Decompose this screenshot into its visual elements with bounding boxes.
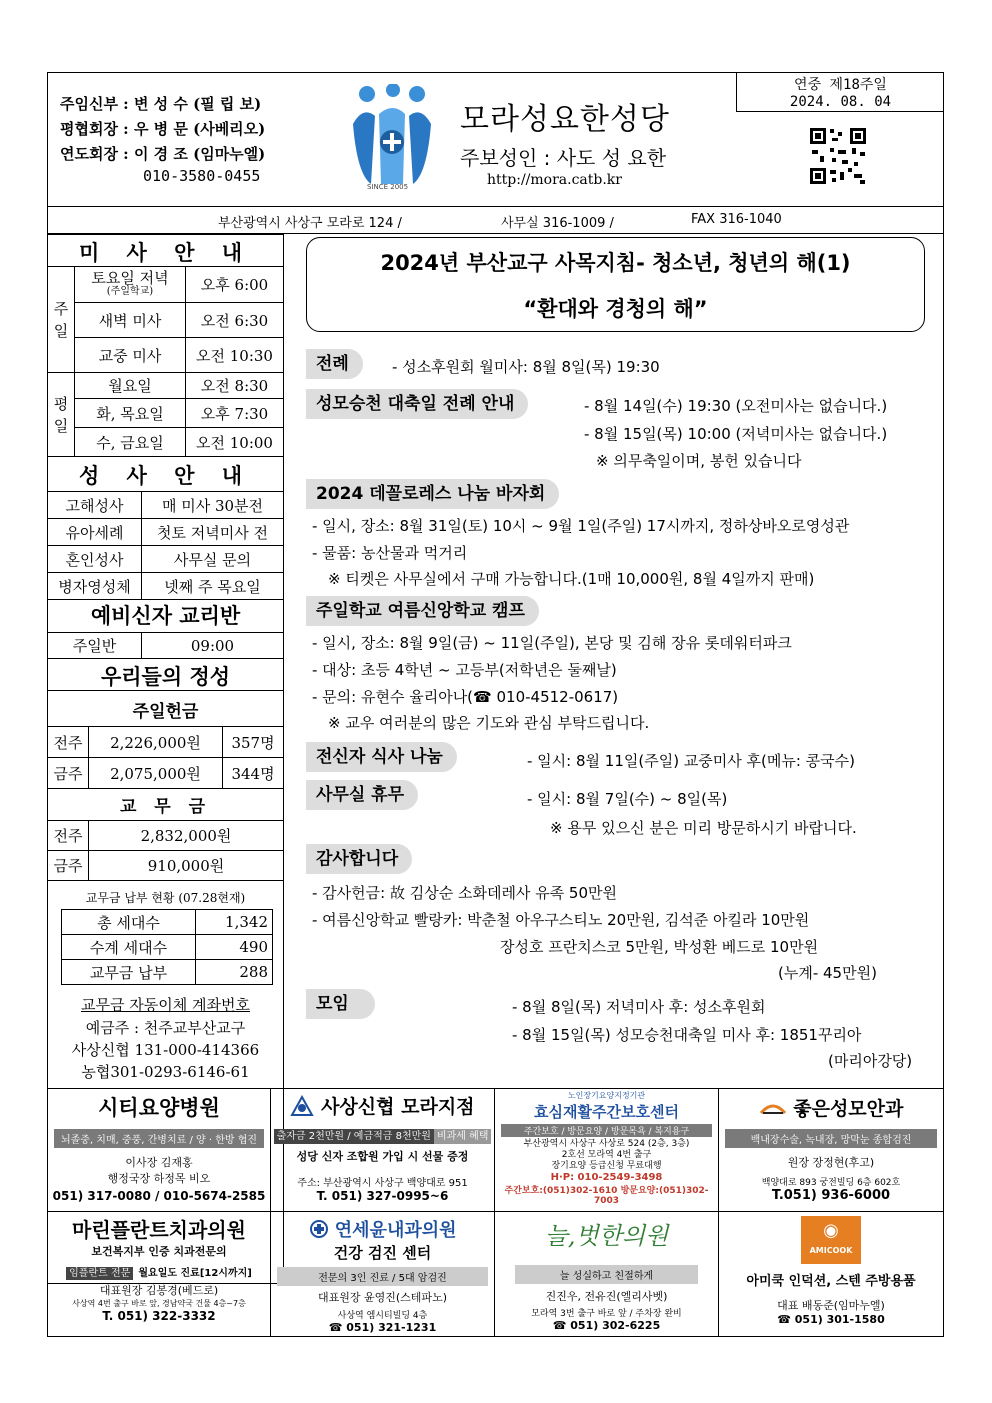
meeting-line: - 8월 15일(목) 성모승천대축일 미사 후: 1851꾸리아: [512, 1026, 862, 1044]
sacrament-value: 사무실 문의: [142, 546, 284, 573]
sacrament-name: 병자영성체: [48, 573, 142, 600]
ad-line: 이사장 김재홍: [125, 1156, 193, 1169]
meeting-place: (마리아강당): [828, 1052, 913, 1070]
sacrament-name: 고해성사: [48, 492, 142, 519]
ad-city-hospital: [50, 1092, 268, 1203]
status-value: 1,342: [196, 910, 273, 935]
assumption-heading: 성모승천 대축일 전례 안내: [306, 389, 528, 419]
headline-box: [306, 237, 925, 332]
ad-line: 성당 신자 조합원 가입 시 선물 증정: [296, 1150, 469, 1163]
clinic-icon: [309, 1219, 329, 1239]
ad-title-row: [273, 1216, 492, 1242]
ad-bar: 뇌졸중, 치매, 중풍, 간병치료 / 양 · 한방 협진: [54, 1129, 264, 1148]
ad-phone: ☎ 051) 321-1231: [328, 1321, 437, 1334]
assumption-note: ※ 의무축일이며, 봉헌 있습니다: [596, 452, 802, 470]
sacrament-table: [47, 491, 284, 600]
offering-count: 357명: [223, 727, 284, 758]
sacrament-title: 성 사 안 내: [78, 464, 253, 488]
ad-title: 효심재활주간보호센터: [534, 1103, 679, 1121]
dues-status-table: [61, 909, 273, 985]
thanks-line: - 여름신앙학교 빨랑카: 박춘철 아우구스티노 20만원, 김석준 아킬라 10만원: [312, 911, 810, 929]
mass-time: 오전 8:30: [186, 373, 284, 399]
offering-amount: 2,075,000원: [89, 758, 223, 789]
liturgy-text: - 성소후원회 월미사: 8월 8일(목) 19:30: [392, 358, 660, 376]
camp-line: - 일시, 장소: 8월 9일(금) ~ 11일(주일), 본당 및 김해 장유 롯데워터파크: [312, 634, 792, 652]
camp-line: - 대상: 초등 4학년 ~ 고등부(저학년은 둘째날): [312, 661, 617, 679]
ad-title-row: [273, 1092, 492, 1119]
camp-heading: 주일학교 여름신앙학교 캠프: [306, 596, 539, 626]
headline-2: “환대와 경청의 해”: [523, 297, 708, 321]
sunday-offering-title: 주일헌금: [132, 702, 199, 722]
ad-hyosim-center: [497, 1090, 716, 1206]
status-label: 수계 세대수: [62, 935, 196, 960]
dues-amount: 2,832,000원: [89, 821, 284, 851]
church-name: 모라성요한성당: [460, 102, 670, 137]
mass-name: 수, 금요일: [75, 428, 186, 457]
mass-name: 교중 미사: [75, 338, 186, 373]
mass-time: 오후 6:00: [186, 267, 284, 303]
ad-line: 주소: 부산광역시 사상구 백양대로 951: [297, 1178, 468, 1189]
ad-phone: 051) 317-0080 / 010-5674-2585: [52, 1189, 266, 1203]
mass-name: 화, 목요일: [75, 399, 186, 428]
meeting-heading: 모임: [306, 989, 375, 1019]
ad-title: 아미쿡 인덕션, 스텐 주방용품: [746, 1274, 916, 1289]
ad-tag: 비과세 혜택: [434, 1129, 491, 1144]
catechumen-label: 주일반: [48, 633, 142, 659]
ad-phone: ☎ 051) 302-6225: [552, 1319, 661, 1332]
offering-count: 344명: [223, 758, 284, 789]
mass-time: 오후 7:30: [186, 399, 284, 428]
status-value: 490: [196, 935, 273, 960]
sacrament-value: 매 미사 30분전: [142, 492, 284, 519]
bazaar-note: ※ 티켓은 사무실에서 구매 가능합니다.(1매 10,000원, 8월 4일까지 판매): [328, 570, 815, 588]
dues-title: 교 무 금: [119, 797, 212, 817]
mass-time: 오전 6:30: [186, 303, 284, 338]
dues-table: [47, 820, 284, 881]
meal-text: - 일시: 8월 11일(주일) 교중미사 후(메뉴: 콩국수): [527, 752, 856, 770]
ad-phone: T.051) 936-6000: [771, 1188, 891, 1203]
fax-number: FAX 316-1040: [691, 212, 782, 227]
address: 부산광역시 사상구 모라로 124 /: [218, 216, 402, 231]
sunday-label: 주 일: [48, 267, 75, 373]
mass-name: 토요일 저녁 (주일학교): [75, 267, 186, 303]
catechumen-table: [47, 632, 284, 659]
ad-line: 행정국장 하정목 비오: [107, 1172, 211, 1185]
status-value: 288: [196, 960, 273, 985]
account-line: 농협301-0293-6146-61: [81, 1063, 250, 1081]
ad-line: 백양대로 893 궁전빌딩 6층 602호: [761, 1178, 901, 1188]
thanks-heading: 감사합니다: [306, 844, 412, 874]
ad-bar: 출자금 2천만원 / 예금적금 8천만원: [274, 1129, 434, 1144]
account-title: 교무금 자동이체 계좌번호: [81, 996, 250, 1014]
thanks-total: (누계- 45만원): [778, 964, 877, 982]
logo-since: SINCE 2005: [367, 183, 409, 191]
ad-title-row: [721, 1094, 941, 1121]
sacrament-name: 혼인성사: [48, 546, 142, 573]
ad-phone: T. 051) 327-0995~6: [316, 1189, 449, 1203]
dues-status-title: 교무금 납부 현황 (07.28현재): [85, 891, 246, 905]
thanks-line: 장성호 프란치스코 5만원, 박성환 베드로 10만원: [500, 938, 819, 956]
dues-amount: 910,000원: [89, 851, 284, 881]
ad-line: 원장 장정현(후고): [787, 1156, 875, 1169]
account-line: 사상신협 131-000-414366: [71, 1041, 260, 1059]
camp-line: - 문의: 유현수 율리아나(☎ 010-4512-0617): [312, 688, 619, 706]
ad-line: 대표 배동준(임마누엘): [777, 1299, 885, 1312]
offering-label: 전주: [48, 727, 89, 758]
assumption-line: - 8월 15일(목) 10:00 (저녁미사는 없습니다.): [584, 425, 888, 443]
bazaar-heading: 2024 데꼴로레스 나눔 바자회: [306, 479, 559, 509]
mass-name: 월요일: [75, 373, 186, 399]
sacrament-value: 첫토 저녁미사 전: [142, 519, 284, 546]
ad-phone: H·P: 010-2549-3498: [550, 1172, 663, 1183]
clergy-row: 평협회장 : 우 병 문 (사베리오): [60, 120, 266, 138]
ad-good-mary-eye: [721, 1094, 941, 1203]
sacrament-value: 넷째 주 목요일: [142, 573, 284, 600]
ad-line: 2호선 모라역 4번 출구: [561, 1150, 652, 1160]
ad-bar: 전문의 3인 진료 / 5대 암검진: [277, 1267, 488, 1286]
ad-line: 장기요양 등급신청 무료대행: [551, 1161, 662, 1171]
status-label: 교무금 납부: [62, 960, 196, 985]
clergy-row: 연도회장 : 이 경 조 (임마누엘): [60, 145, 266, 163]
ad-line: 진진우, 전유진(엘리사벳): [545, 1290, 668, 1303]
address-bar: [47, 206, 944, 234]
ad-bar: 임플란트 전문: [66, 1267, 133, 1280]
offering-amount: 2,226,000원: [89, 727, 223, 758]
ad-phone: ☎ 051) 301-1580: [777, 1313, 885, 1326]
contact-phone: 010-3580-0455: [143, 167, 261, 185]
headline-1: 2024년 부산교구 사목지침- 청소년, 청년의 해(1): [380, 251, 851, 275]
offerings-title: 우리들의 정성: [100, 665, 231, 689]
ad-bar: 늘 성실하고 친절하게: [515, 1265, 698, 1284]
mass-table: [47, 266, 284, 457]
sacrament-name: 유아세례: [48, 519, 142, 546]
ad-title: 사상신협 모라지점: [321, 1096, 475, 1118]
ad-title: 시티요양병원: [98, 1096, 220, 1120]
status-label: 총 세대수: [62, 910, 196, 935]
church-logo-icon: [345, 84, 440, 194]
ad-title: 좋은성모안과: [793, 1098, 904, 1120]
clinic-logo-text: 늘,벗한의원: [544, 1222, 669, 1250]
office-phone: 사무실 316-1009 /: [501, 216, 614, 231]
office-closed-heading: 사무실 휴무: [306, 780, 418, 810]
ad-marin-dental: [50, 1214, 268, 1323]
clergy-row: 주임신부 : 변 성 수 (필 립 보): [60, 95, 262, 113]
eye-clinic-icon: [759, 1101, 787, 1115]
patron-saint: 주보성인 : 사도 성 요한: [460, 146, 667, 170]
ad-yonsei-clinic: [273, 1216, 492, 1334]
bazaar-line: - 일시, 장소: 8월 31일(토) 10시 ~ 9월 1일(주일) 17시까지, 정하상바오로영성관: [312, 517, 850, 535]
dues-label: 금주: [48, 851, 89, 881]
sunday-offering-table: [47, 726, 284, 789]
issue-date: 2024. 08. 04: [789, 94, 892, 110]
ad-subtitle: 건강 검진 센터: [333, 1244, 432, 1262]
ad-amicook: [721, 1216, 941, 1326]
website-link[interactable]: http://mora.catb.kr: [487, 172, 622, 188]
offering-label: 금주: [48, 758, 89, 789]
mass-time: 오전 10:00: [186, 428, 284, 457]
ad-subtitle: 보건복지부 인증 치과전문의: [91, 1245, 227, 1258]
camp-note: ※ 교우 여러분의 많은 기도와 관심 부탁드립니다.: [328, 714, 650, 732]
assumption-line: - 8월 14일(수) 19:30 (오전미사는 없습니다.): [584, 397, 888, 415]
ad-title: 마린플란트치과의원: [72, 1218, 246, 1242]
credit-union-icon: [290, 1095, 314, 1117]
account-info: [47, 1017, 284, 1083]
ad-phone: T. 051) 322-3332: [102, 1309, 216, 1323]
meal-heading: 전신자 식사 나눔: [306, 742, 457, 772]
ad-neulbeot-clinic: [497, 1216, 716, 1332]
weekday-label: 평 일: [48, 373, 75, 457]
catechumen-time: 09:00: [142, 633, 284, 659]
qr-code-icon[interactable]: [808, 126, 868, 186]
ad-bar: 주간보호 / 방문요양 / 방문목욕 / 복지용구: [501, 1124, 712, 1137]
meeting-line: - 8월 8일(목) 저녁미사 후: 성소후원회: [512, 998, 766, 1016]
ad-line: 대표원장 윤영진(스테파노): [318, 1291, 447, 1304]
ad-line: 사상역 엠시티빌딩 4층: [337, 1311, 428, 1321]
amicook-logo-icon: ◉ AMICOOK: [801, 1216, 861, 1264]
catechumen-title: 예비신자 교리반: [90, 604, 241, 628]
ad-top-label: 노인장기요양지정기관: [567, 1091, 646, 1100]
ad-bar: 백내장수술, 녹내장, 망막눈 종합검진: [725, 1129, 937, 1148]
mass-time: 오전 10:30: [186, 338, 284, 373]
ad-title: 연세윤내과의원: [334, 1220, 457, 1241]
office-closed-note: ※ 용무 있으신 분은 미리 방문하시기 바랍니다.: [550, 819, 857, 837]
ad-line: 모라역 3번 출구 바로 앞 / 주차장 완비: [531, 1309, 682, 1319]
dues-label: 전주: [48, 821, 89, 851]
mass-name: 새벽 미사: [75, 303, 186, 338]
issue-title: 연중 제18주일: [794, 77, 887, 93]
ad-bar-row: [273, 1124, 492, 1143]
ad-line: 사상역 4번 출구 바로 앞, 경남약국 건물 4층~7층: [72, 1299, 246, 1308]
ad-bar-row: [50, 1261, 268, 1280]
office-closed-line: - 일시: 8월 7일(수) ~ 8일(목): [527, 790, 728, 808]
clergy-list: [60, 92, 265, 167]
mass-title: 미 사 안 내: [78, 241, 253, 265]
ad-bar-2: 월요일도 진료[12시까지]: [138, 1268, 252, 1279]
ad-line: 대표원장 김봉경(베드로): [99, 1284, 219, 1297]
liturgy-heading: 전례: [306, 349, 363, 379]
issue-box: [736, 72, 944, 112]
ad-phone: 주간보호:(051)302-1610 방문요양:(051)302-7003: [504, 1186, 709, 1206]
bazaar-line: - 물품: 농산물과 먹거리: [312, 544, 468, 562]
thanks-line: - 감사헌금: 故 김상순 소화데레사 유족 50만원: [312, 884, 618, 902]
ad-line: 부산광역시 사상구 사상로 524 (2층, 3층): [523, 1139, 690, 1149]
account-line: 예금주 : 천주교부산교구: [85, 1019, 246, 1037]
ad-sasang-credit: [273, 1092, 492, 1203]
